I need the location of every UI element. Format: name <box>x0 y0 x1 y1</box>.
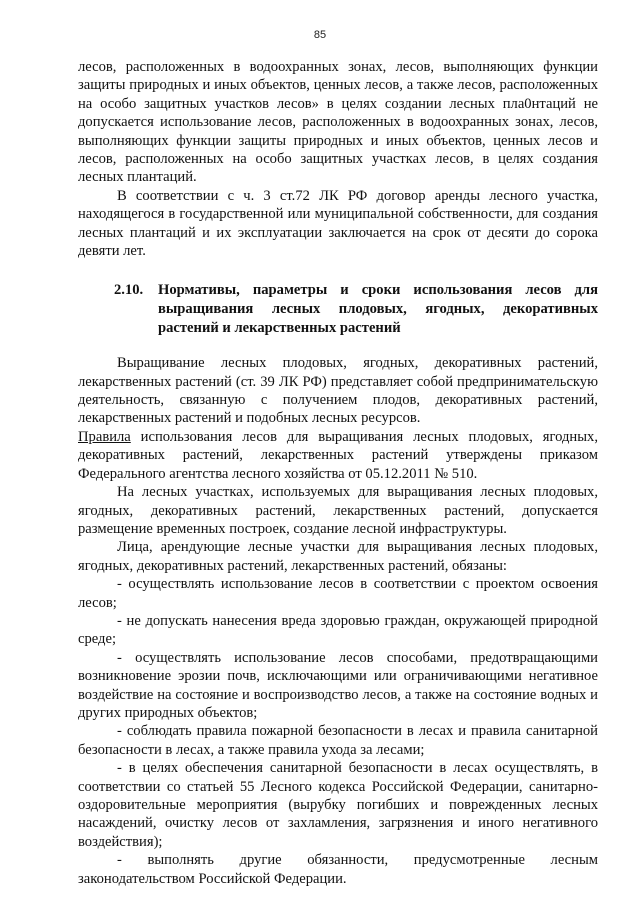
rules-paragraph-text: использования лесов для выращивания лесных плодовых, ягодных, декоративных растений, лекарственных растений утверждены приказом Федерального агентства лесного хозяйства от 05.12.2011 № 510. <box>78 428 598 482</box>
obligation-item: - осуществлять использование лесов в соответствии с проектом освоения лесов; <box>78 576 598 611</box>
cultivation-definition-paragraph: Выращивание лесных плодовых, ягодных, декоративных растений, лекарственных растений (ст. 39 ЛК РФ) представляет собой предпринимательскую деятельность, связанную с получением плодов, декоративных растений, лекарственных растений и подобных лесных ресурсов. <box>78 355 598 427</box>
section-title: Нормативы, параметры и сроки использования лесов для выращивания лесных плодовых, ягодных, декоративных растений и лекарственных растений <box>158 282 598 336</box>
lessee-obligations-intro: Лица, арендующие лесные участки для выращивания лесных плодовых, ягодных, декоративных растений, лекарственных растений, обязаны: <box>78 539 598 574</box>
rules-paragraph <box>78 428 598 483</box>
temporary-buildings-paragraph: На лесных участках, используемых для выращивания лесных плодовых, ягодных, декоративных растений, лекарственных растений, допускается размещение временных построек, создание лесной инфраструктуры. <box>78 484 598 537</box>
obligation-item: - соблюдать правила пожарной безопасности в лесах и правила санитарной безопасности в лесах, а также правила ухода за лесами; <box>78 723 598 758</box>
section-number: 2.10. <box>114 282 144 299</box>
continued-paragraph: лесов, расположенных в водоохранных зонах, лесов, выполняющих функции защиты природных и иных объектов, ценных лесов, а также лесов, расположенных на особо защитных участков лесов» в целях создании лесных пла0нтаций не допускается использование лесов, расположенных в водоохранных зонах, лесов, выполняющих функции защиты природных и иных объектов, ценных лесов и лесов, расположенных на особо защитных участках лесов, в целях создания лесных плантаций. <box>78 59 598 186</box>
obligation-item: - в целях обеспечения санитарной безопасности в лесах осуществлять, в соответствии со статьей 55 Лесного кодекса Российской Федерации, санитарно-оздоровительные мероприятия (вырубку погибших и поврежденных лесных насаждений, очистку лесов от захламления, загрязнения и иного негативного воздействия); <box>78 760 598 850</box>
rules-link[interactable]: Правила <box>78 428 131 445</box>
obligation-item: - не допускать нанесения вреда здоровью граждан, окружающей природной среде; <box>78 612 598 648</box>
obligation-item: - осуществлять использование лесов способами, предотвращающими возникновение эрозии почв, исключающими или ограничивающими негативное воздействие на состояние и воспроизводство лесов, а также на состояние водных и других природных объектов; <box>78 649 598 721</box>
section-heading <box>78 281 598 337</box>
lease-term-paragraph: В соответствии с ч. 3 ст.72 ЛК РФ договор аренды лесного участка, находящегося в государственной или муниципальной собственности, для создания лесных плантаций и их эксплуатации заключается на срок от десяти до сорока девяти лет. <box>78 187 598 260</box>
obligation-item: - выполнять другие обязанности, предусмотренные лесным законодательством Российской Федерации. <box>78 852 598 887</box>
document-body <box>78 58 598 888</box>
page-number: 85 <box>313 29 327 41</box>
